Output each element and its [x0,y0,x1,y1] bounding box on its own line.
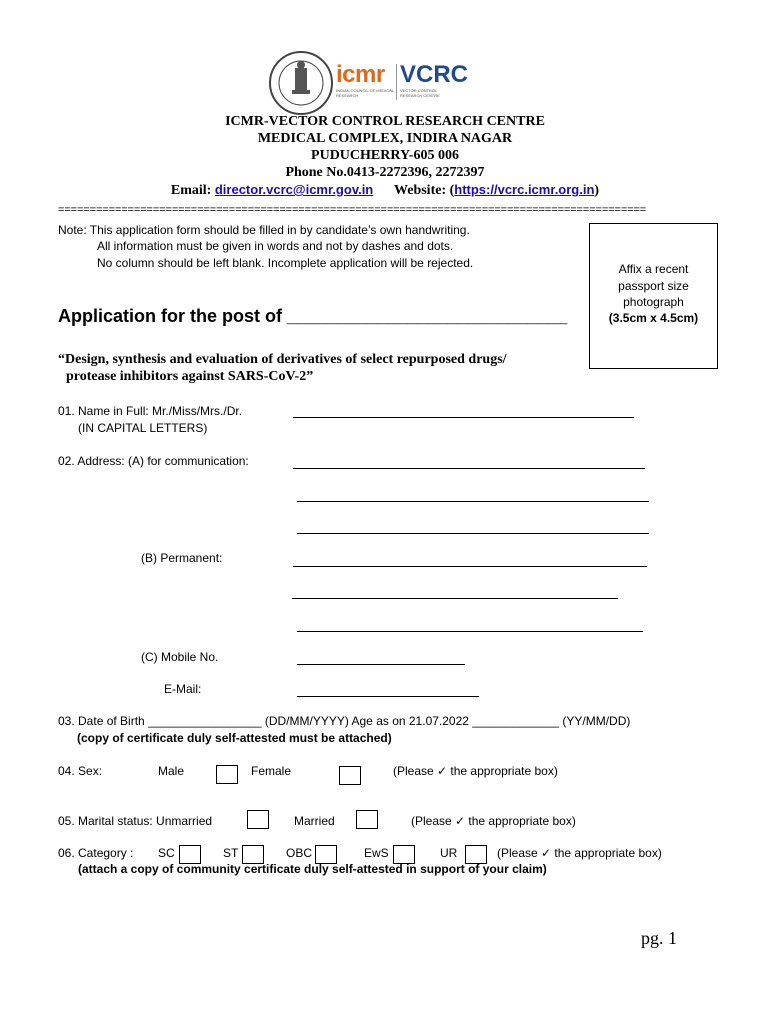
name-label: 01. Name in Full: Mr./Miss/Mrs./Dr. [58,404,243,418]
category-label: 06. Category : [58,846,134,860]
category-st-label: ST [223,846,239,860]
dob-note: (copy of certificate duly self-attested must be attached) [77,731,392,745]
institute-city: PUDUCHERRY-605 006 [311,148,459,163]
category-ur-label: UR [440,846,458,860]
note-line-2: All information must be given in words and not by dashes and dots. [97,239,454,253]
photo-box-line-1: Affix a recent [618,262,689,276]
note-line-1: Note: This application form should be filled in by candidate’s own handwriting. [58,223,470,237]
page-number: pg. 1 [641,928,677,948]
project-title-line-2: protease inhibitors against SARS-CoV-2” [66,369,314,384]
sex-label: 04. Sex: [58,764,103,778]
website-close: ) [594,183,600,198]
photo-box-line-4: (3.5cm x 4.5cm) [608,311,699,325]
category-hint: (Please ✓ the appropriate box) [497,846,662,860]
institute-phone: Phone No.0413-2272396, 2272397 [285,165,485,180]
address-perm-line-2[interactable] [292,598,618,599]
institute-address-line: MEDICAL COMPLEX, INDIRA NAGAR [257,131,513,146]
address-comm-line-2[interactable] [297,501,649,502]
category-sc-label: SC [158,846,175,860]
category-note: (attach a copy of community certificate duly self-attested in support of your claim) [78,862,547,876]
mobile-input[interactable] [297,664,465,665]
photo-box[interactable] [589,223,718,369]
separator-line: ============================================================================================= [58,204,647,216]
note-line-3: No column should be left blank. Incomplete application will be rejected. [97,256,474,270]
website-label: Website: ( [394,183,455,198]
photo-box-line-3: photograph [623,295,684,309]
sex-female-checkbox[interactable] [339,766,361,785]
institute-name: ICMR-VECTOR CONTROL RESEARCH CENTRE [225,114,545,129]
sex-male-label: Male [158,764,185,778]
name-input[interactable] [293,417,634,418]
address-label: 02. Address: (A) for communication: [58,454,249,468]
icmr-logo-subtext: INDIAN COUNCIL OF MEDICAL RESEARCH [336,88,394,98]
contact-line [0,182,770,199]
email-link[interactable]: director.vcrc@icmr.gov.in [214,182,374,197]
vcrc-logo-text: VCRC [400,61,469,88]
email-field-label: E-Mail: [164,682,202,696]
address-perm-line-3[interactable] [297,631,643,632]
marital-hint: (Please ✓ the appropriate box) [411,814,576,828]
icmr-emblem-logo [268,50,334,116]
photo-box-line-2: passport size [618,279,689,293]
application-title: Application for the post of ____________________________ [58,306,568,326]
vcrc-logo [400,62,470,102]
icmr-logo [336,62,394,102]
category-obc-label: OBC [286,846,313,860]
mobile-label: (C) Mobile No. [141,650,219,664]
email-label: Email: [170,183,212,198]
marital-label: 05. Marital status: Unmarried [58,814,213,828]
sex-female-label: Female [251,764,292,778]
website-link[interactable]: https://vcrc.icmr.org.in [454,182,595,197]
sex-hint: (Please ✓ the appropriate box) [393,764,558,778]
marital-married-label: Married [294,814,335,828]
project-title-line-1: “Design, synthesis and evaluation of derivatives of select repurposed drugs/ [58,352,507,367]
dob-line: 03. Date of Birth _________________ (DD/MM/YYYY) Age as on 21.07.2022 _____________ (YY/MM/DD) [58,714,631,728]
address-comm-line-3[interactable] [297,533,649,534]
marital-married-checkbox[interactable] [356,810,378,829]
marital-unmarried-checkbox[interactable] [247,810,269,829]
permanent-label: (B) Permanent: [141,551,223,565]
category-ews-label: EwS [364,846,389,860]
address-comm-line-1[interactable] [293,468,645,469]
email-input[interactable] [297,696,479,697]
address-perm-line-1[interactable] [293,566,647,567]
vcrc-logo-subtext: VECTOR CONTROL RESEARCH CENTRE [400,88,440,98]
icmr-logo-text: icmr [336,61,385,88]
name-sublabel: (IN CAPITAL LETTERS) [78,421,208,435]
sex-male-checkbox[interactable] [216,765,238,784]
logo-divider [396,64,397,100]
